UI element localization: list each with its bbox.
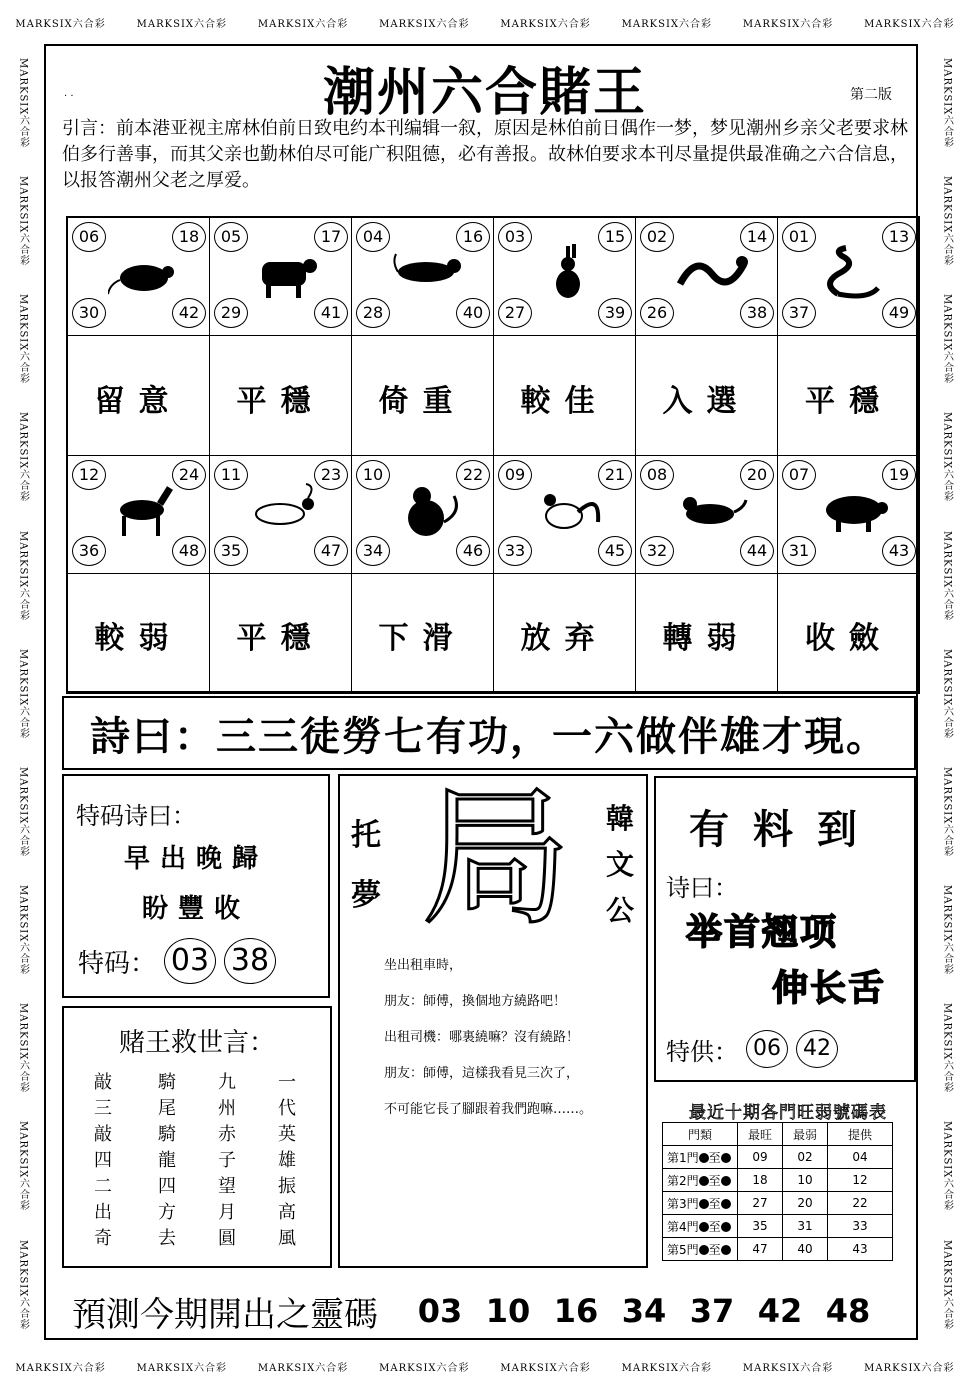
zodiac-number: 37 bbox=[782, 298, 816, 328]
zodiac-outlook-word: 平穩 bbox=[805, 384, 893, 419]
zodiac-number: 19 bbox=[882, 460, 916, 490]
watermark-text: MARKSIX六合彩 bbox=[17, 176, 29, 267]
watermark-left bbox=[8, 44, 38, 1344]
stats-supply-cell: 22 bbox=[828, 1192, 893, 1215]
dream-line-5: 不可能它長了腳跟着我們跑嘛……。 bbox=[384, 1102, 593, 1117]
saying-char: 代 bbox=[278, 1098, 296, 1119]
zodiac-number: 39 bbox=[598, 298, 632, 328]
zodiac-outlook-word: 收斂 bbox=[805, 621, 893, 656]
stats-supply-cell: 12 bbox=[828, 1169, 893, 1192]
zodiac-number: 33 bbox=[498, 536, 532, 566]
zodiac-outlook-cell bbox=[778, 336, 920, 456]
rabbit-icon bbox=[534, 244, 606, 302]
watermark-text: MARKSIX六合彩 bbox=[941, 530, 953, 621]
ball-icon bbox=[721, 1176, 731, 1186]
zodiac-number: 02 bbox=[640, 222, 674, 252]
prediction-number: 16 bbox=[553, 1292, 599, 1330]
saying-char: 赤 bbox=[218, 1124, 236, 1145]
saying-char: 敲 bbox=[94, 1124, 112, 1145]
saying-char: 騎 bbox=[158, 1124, 176, 1145]
prediction-number: 37 bbox=[689, 1292, 735, 1330]
prediction-number: 42 bbox=[757, 1292, 803, 1330]
zodiac-cell-monkey bbox=[352, 456, 494, 574]
intro-paragraph: 引言：前本港亚视主席林伯前日致电约本刊编辑一叙，原因是林伯前日偶作一梦，梦见潮州乡亲父老要求林伯多行善事，而其父亲也勤林伯尽可能广积阻德，必有善报。故林伯要求本刊尽量提供最准确之六合信息，以报答潮州父老之厚爱。 bbox=[62, 118, 908, 191]
prediction-number: 03 bbox=[417, 1292, 463, 1330]
zodiac-number: 08 bbox=[640, 460, 674, 490]
dream-line-3: 出租司機：哪裏繞嘛？沒有繞路！ bbox=[384, 1030, 580, 1045]
special-poem-label: 特码诗曰： bbox=[76, 802, 196, 830]
watermark-text: MARKSIX六合彩 bbox=[136, 1362, 228, 1374]
zodiac-outlook-word: 平穩 bbox=[236, 621, 325, 656]
zodiac-cell-dog bbox=[636, 456, 778, 574]
watermark-text: MARKSIX六合彩 bbox=[257, 1362, 349, 1374]
watermark-text: MARKSIX六合彩 bbox=[15, 1362, 106, 1374]
zodiac-cell-dragon bbox=[636, 218, 778, 336]
stats-supply-cell: 33 bbox=[828, 1215, 893, 1238]
watermark-text: MARKSIX六合彩 bbox=[941, 57, 953, 149]
ball-icon bbox=[721, 1222, 731, 1232]
saying-char: 望 bbox=[218, 1176, 236, 1197]
stats-hot-cell: 09 bbox=[738, 1146, 783, 1169]
zodiac-number: 43 bbox=[882, 536, 916, 566]
zodiac-outlook-cell bbox=[68, 336, 210, 456]
zodiac-number: 04 bbox=[356, 222, 390, 252]
watermark-text: MARKSIX六合彩 bbox=[941, 1003, 953, 1094]
zodiac-number: 45 bbox=[598, 536, 632, 566]
watermark-text: MARKSIX六合彩 bbox=[941, 885, 953, 976]
gate-range: 至 bbox=[708, 1242, 721, 1257]
special-code-row bbox=[78, 938, 276, 984]
poem-banner bbox=[62, 696, 916, 770]
zodiac-number: 34 bbox=[356, 536, 390, 566]
gate-range: 至 bbox=[708, 1196, 721, 1211]
saying-char: 二 bbox=[94, 1176, 112, 1197]
zodiac-number: 07 bbox=[782, 460, 816, 490]
stats-hot-cell: 35 bbox=[738, 1215, 783, 1238]
stats-row bbox=[663, 1238, 893, 1261]
watermark-text: MARKSIX六合彩 bbox=[941, 294, 953, 385]
dog-icon bbox=[676, 482, 748, 540]
zodiac-cell-rat bbox=[68, 218, 210, 336]
stats-cold-cell: 31 bbox=[783, 1215, 828, 1238]
saying-char: 尾 bbox=[158, 1098, 176, 1119]
zodiac-cell-tiger bbox=[352, 218, 494, 336]
prediction-number: 48 bbox=[825, 1292, 871, 1330]
stats-row bbox=[663, 1215, 893, 1238]
zodiac-number: 17 bbox=[314, 222, 348, 252]
zodiac-number: 27 bbox=[498, 298, 532, 328]
zodiac-number: 29 bbox=[214, 298, 248, 328]
stats-hot-cell: 27 bbox=[738, 1192, 783, 1215]
zodiac-number: 23 bbox=[314, 460, 348, 490]
zodiac-grid bbox=[66, 216, 920, 694]
ox-icon bbox=[250, 244, 322, 302]
watermark-text: MARKSIX六合彩 bbox=[17, 885, 29, 976]
zodiac-number: 32 bbox=[640, 536, 674, 566]
zodiac-number: 22 bbox=[456, 460, 490, 490]
zodiac-outlook-cell bbox=[210, 336, 352, 456]
zodiac-outlook-cell bbox=[636, 336, 778, 456]
gate-label: 第4門 bbox=[667, 1219, 699, 1234]
zodiac-number: 14 bbox=[740, 222, 774, 252]
stats-row bbox=[663, 1146, 893, 1169]
saying-char: 英 bbox=[278, 1124, 296, 1145]
zodiac-number: 41 bbox=[314, 298, 348, 328]
dream-line-2: 朋友：師傅，換個地方繞路吧！ bbox=[384, 994, 567, 1009]
zodiac-outlook-word: 下滑 bbox=[378, 621, 467, 656]
watermark-text: MARKSIX六合彩 bbox=[621, 18, 713, 30]
zodiac-outlook-word: 放弃 bbox=[520, 621, 609, 656]
stats-cold-cell: 40 bbox=[783, 1238, 828, 1261]
zodiac-number: 03 bbox=[498, 222, 532, 252]
dream-box bbox=[338, 774, 648, 1268]
zodiac-number: 38 bbox=[740, 298, 774, 328]
zodiac-number: 26 bbox=[640, 298, 674, 328]
stats-cold-cell: 10 bbox=[783, 1169, 828, 1192]
gate-label: 第3門 bbox=[667, 1196, 699, 1211]
saying-char: 風 bbox=[278, 1228, 296, 1249]
gate-range: 至 bbox=[708, 1173, 721, 1188]
gate-label: 第5門 bbox=[667, 1242, 699, 1257]
material-box bbox=[654, 776, 916, 1082]
prediction-number: 10 bbox=[485, 1292, 531, 1330]
stats-supply-cell: 43 bbox=[828, 1238, 893, 1261]
watermark-text: MARKSIX六合彩 bbox=[941, 648, 953, 740]
sayings-title: 赌王救世言： bbox=[118, 1028, 275, 1058]
dream-line-1: 坐出租車時， bbox=[384, 958, 463, 973]
watermark-text: MARKSIX六合彩 bbox=[941, 1121, 953, 1212]
watermark-text: MARKSIX六合彩 bbox=[15, 18, 106, 30]
dream-line-4: 朋友：師傅，這樣我看見三次了， bbox=[384, 1066, 580, 1081]
stats-header-cell: 最弱 bbox=[783, 1123, 828, 1146]
ball-icon bbox=[699, 1199, 709, 1209]
watermark-text: MARKSIX六合彩 bbox=[941, 766, 953, 858]
watermark-text: MARKSIX六合彩 bbox=[257, 18, 349, 30]
watermark-text: MARKSIX六合彩 bbox=[864, 1362, 955, 1374]
zodiac-number: 49 bbox=[882, 298, 916, 328]
zodiac-cell-horse bbox=[68, 456, 210, 574]
saying-char: 圓 bbox=[218, 1228, 236, 1249]
zodiac-cell-rooster bbox=[494, 456, 636, 574]
special-code-label: 特码： bbox=[78, 948, 157, 979]
watermark-text: MARKSIX六合彩 bbox=[379, 1362, 470, 1374]
saying-char: 振 bbox=[278, 1176, 296, 1197]
saying-char: 高 bbox=[278, 1202, 296, 1223]
zodiac-number: 06 bbox=[72, 222, 106, 252]
material-line2: 伸长舌 bbox=[772, 968, 887, 1009]
zodiac-number: 48 bbox=[172, 536, 206, 566]
stats-row bbox=[663, 1192, 893, 1215]
material-supply-row bbox=[666, 1030, 838, 1068]
watermark-text: MARKSIX六合彩 bbox=[941, 176, 953, 267]
zodiac-outlook-cell bbox=[352, 336, 494, 456]
dream-big-char: 局 bbox=[420, 772, 571, 946]
zodiac-number: 46 bbox=[456, 536, 490, 566]
stats-gate-cell bbox=[663, 1192, 738, 1215]
saying-char: 四 bbox=[94, 1150, 112, 1171]
zodiac-outlook-cell bbox=[636, 574, 778, 692]
zodiac-outlook-word: 轉弱 bbox=[662, 621, 751, 656]
stats-table-wrap bbox=[662, 1122, 893, 1261]
special-code-ball: 38 bbox=[224, 938, 276, 984]
zodiac-cell-goat bbox=[210, 456, 352, 574]
watermark-text: MARKSIX六合彩 bbox=[500, 18, 591, 30]
page-title: 潮州六合賭王 bbox=[322, 62, 647, 123]
material-title: 有料到 bbox=[689, 807, 881, 853]
ball-icon bbox=[721, 1199, 731, 1209]
watermark-text: MARKSIX六合彩 bbox=[500, 1362, 591, 1374]
ball-icon bbox=[721, 1153, 731, 1163]
rat-icon bbox=[108, 244, 180, 302]
stats-gate-cell bbox=[663, 1238, 738, 1261]
zodiac-cell-pig bbox=[778, 456, 920, 574]
saying-char: 雄 bbox=[278, 1150, 296, 1171]
stats-header-cell: 最旺 bbox=[738, 1123, 783, 1146]
dream-right-label: 韓文公 bbox=[605, 802, 634, 927]
zodiac-number: 35 bbox=[214, 536, 248, 566]
gate-label: 第1門 bbox=[667, 1150, 699, 1165]
saying-char: 子 bbox=[218, 1150, 236, 1171]
stats-header-row bbox=[663, 1123, 893, 1146]
watermark-text: MARKSIX六合彩 bbox=[941, 1239, 953, 1330]
saying-char: 出 bbox=[94, 1202, 112, 1223]
zodiac-outlook-word: 留意 bbox=[94, 384, 183, 419]
saying-char: 方 bbox=[158, 1202, 176, 1223]
zodiac-number: 05 bbox=[214, 222, 248, 252]
zodiac-number: 40 bbox=[456, 298, 490, 328]
sayings-box bbox=[62, 1006, 332, 1268]
zodiac-outlook-cell bbox=[778, 574, 920, 692]
watermark-text: MARKSIX六合彩 bbox=[742, 18, 834, 30]
header-dots: . . bbox=[64, 88, 74, 99]
saying-char: 騎 bbox=[158, 1072, 176, 1093]
watermark-text: MARKSIX六合彩 bbox=[742, 1362, 834, 1374]
watermark-bottom bbox=[0, 1344, 970, 1388]
material-code-ball: 42 bbox=[796, 1030, 838, 1068]
zodiac-number: 21 bbox=[598, 460, 632, 490]
stats-gate-cell bbox=[663, 1169, 738, 1192]
ball-icon bbox=[699, 1176, 709, 1186]
zodiac-number: 31 bbox=[782, 536, 816, 566]
watermark-text: MARKSIX六合彩 bbox=[379, 18, 470, 30]
zodiac-number: 10 bbox=[356, 460, 390, 490]
prediction-number: 34 bbox=[621, 1292, 667, 1330]
zodiac-number: 42 bbox=[172, 298, 206, 328]
prediction-row bbox=[72, 1286, 922, 1336]
pig-icon bbox=[818, 482, 890, 540]
saying-char: 三 bbox=[94, 1098, 112, 1119]
zodiac-number: 12 bbox=[72, 460, 106, 490]
gate-range: 至 bbox=[708, 1219, 721, 1234]
stats-supply-cell: 04 bbox=[828, 1146, 893, 1169]
poem-text: 詩曰：三三徒勞七有功，一六做伴雄才現。 bbox=[90, 713, 888, 760]
watermark-text: MARKSIX六合彩 bbox=[17, 294, 29, 385]
ball-icon bbox=[721, 1245, 731, 1255]
watermark-text: MARKSIX六合彩 bbox=[864, 18, 955, 30]
zodiac-outlook-cell bbox=[352, 574, 494, 692]
zodiac-number: 18 bbox=[172, 222, 206, 252]
zodiac-number: 09 bbox=[498, 460, 532, 490]
material-code-ball: 06 bbox=[746, 1030, 788, 1068]
zodiac-number: 28 bbox=[356, 298, 390, 328]
ball-icon bbox=[699, 1153, 709, 1163]
zodiac-cell-rabbit bbox=[494, 218, 636, 336]
zodiac-outlook-word: 入選 bbox=[662, 384, 751, 419]
prediction-label: 預測今期開出之靈碼 bbox=[72, 1294, 378, 1335]
zodiac-outlook-cell bbox=[494, 574, 636, 692]
stats-cold-cell: 20 bbox=[783, 1192, 828, 1215]
stats-cold-cell: 02 bbox=[783, 1146, 828, 1169]
saying-char: 去 bbox=[158, 1228, 176, 1249]
zodiac-number: 24 bbox=[172, 460, 206, 490]
zodiac-cell-ox bbox=[210, 218, 352, 336]
zodiac-outlook-word: 平穩 bbox=[236, 384, 325, 419]
zodiac-cell-snake bbox=[778, 218, 920, 336]
stats-header-cell: 提供 bbox=[828, 1123, 893, 1146]
saying-char: 月 bbox=[218, 1202, 236, 1223]
zodiac-number: 15 bbox=[598, 222, 632, 252]
material-label: 诗曰： bbox=[666, 874, 738, 902]
watermark-text: MARKSIX六合彩 bbox=[17, 530, 29, 621]
zodiac-number: 13 bbox=[882, 222, 916, 252]
stats-gate-cell bbox=[663, 1146, 738, 1169]
gate-range: 至 bbox=[708, 1150, 721, 1165]
saying-char: 敲 bbox=[94, 1072, 112, 1093]
watermark-text: MARKSIX六合彩 bbox=[17, 1121, 29, 1212]
zodiac-number: 20 bbox=[740, 460, 774, 490]
saying-char: 四 bbox=[158, 1176, 176, 1197]
horse-icon bbox=[108, 482, 180, 540]
watermark-text: MARKSIX六合彩 bbox=[17, 1003, 29, 1094]
special-poem-line1: 早出晚歸 bbox=[123, 844, 268, 874]
stats-table bbox=[662, 1122, 893, 1261]
zodiac-number: 36 bbox=[72, 536, 106, 566]
watermark-text: MARKSIX六合彩 bbox=[17, 57, 29, 149]
saying-char: 一 bbox=[278, 1072, 296, 1093]
watermark-text: MARKSIX六合彩 bbox=[941, 412, 953, 503]
stats-hot-cell: 18 bbox=[738, 1169, 783, 1192]
material-supply-label: 特供： bbox=[666, 1037, 738, 1066]
zodiac-number: 44 bbox=[740, 536, 774, 566]
tiger-icon bbox=[392, 244, 464, 302]
stats-gate-cell bbox=[663, 1215, 738, 1238]
watermark-text: MARKSIX六合彩 bbox=[17, 648, 29, 740]
rooster-icon bbox=[534, 482, 606, 540]
zodiac-number: 30 bbox=[72, 298, 106, 328]
gate-label: 第2門 bbox=[667, 1173, 699, 1188]
snake-icon bbox=[818, 244, 890, 302]
watermark-text: MARKSIX六合彩 bbox=[17, 766, 29, 858]
zodiac-number: 47 bbox=[314, 536, 348, 566]
ball-icon bbox=[699, 1222, 709, 1232]
goat-icon bbox=[250, 482, 322, 540]
edition-label: 第二版 bbox=[850, 87, 892, 103]
watermark-text: MARKSIX六合彩 bbox=[17, 1239, 29, 1330]
watermark-text: MARKSIX六合彩 bbox=[136, 18, 228, 30]
saying-char: 九 bbox=[218, 1072, 236, 1093]
zodiac-outlook-cell bbox=[68, 574, 210, 692]
saying-char: 奇 bbox=[94, 1228, 112, 1249]
stats-title: 最近十期各門旺弱號碼表 bbox=[689, 1103, 887, 1123]
stats-header-cell: 門類 bbox=[663, 1123, 738, 1146]
watermark-right bbox=[932, 44, 962, 1344]
stats-hot-cell: 47 bbox=[738, 1238, 783, 1261]
dragon-icon bbox=[676, 244, 748, 302]
zodiac-number: 01 bbox=[782, 222, 816, 252]
dream-left-label: 托夢 bbox=[351, 818, 381, 913]
zodiac-number: 11 bbox=[214, 460, 248, 490]
zodiac-number: 16 bbox=[456, 222, 490, 252]
zodiac-outlook-word: 倚重 bbox=[378, 384, 467, 419]
watermark-text: MARKSIX六合彩 bbox=[621, 1362, 713, 1374]
stats-row bbox=[663, 1169, 893, 1192]
saying-char: 州 bbox=[218, 1098, 236, 1119]
material-line1: 举首翘项 bbox=[686, 912, 839, 953]
special-poem-line2: 盼豐收 bbox=[141, 894, 250, 924]
zodiac-outlook-cell bbox=[210, 574, 352, 692]
zodiac-outlook-word: 較佳 bbox=[520, 384, 609, 419]
watermark-text: MARKSIX六合彩 bbox=[17, 412, 29, 503]
monkey-icon bbox=[392, 482, 464, 540]
ball-icon bbox=[699, 1245, 709, 1255]
zodiac-outlook-cell bbox=[494, 336, 636, 456]
special-poem-box bbox=[62, 774, 330, 998]
watermark-top bbox=[0, 0, 970, 44]
zodiac-outlook-word: 較弱 bbox=[94, 621, 183, 656]
saying-char: 龍 bbox=[158, 1150, 176, 1171]
special-code-ball: 03 bbox=[164, 938, 216, 984]
